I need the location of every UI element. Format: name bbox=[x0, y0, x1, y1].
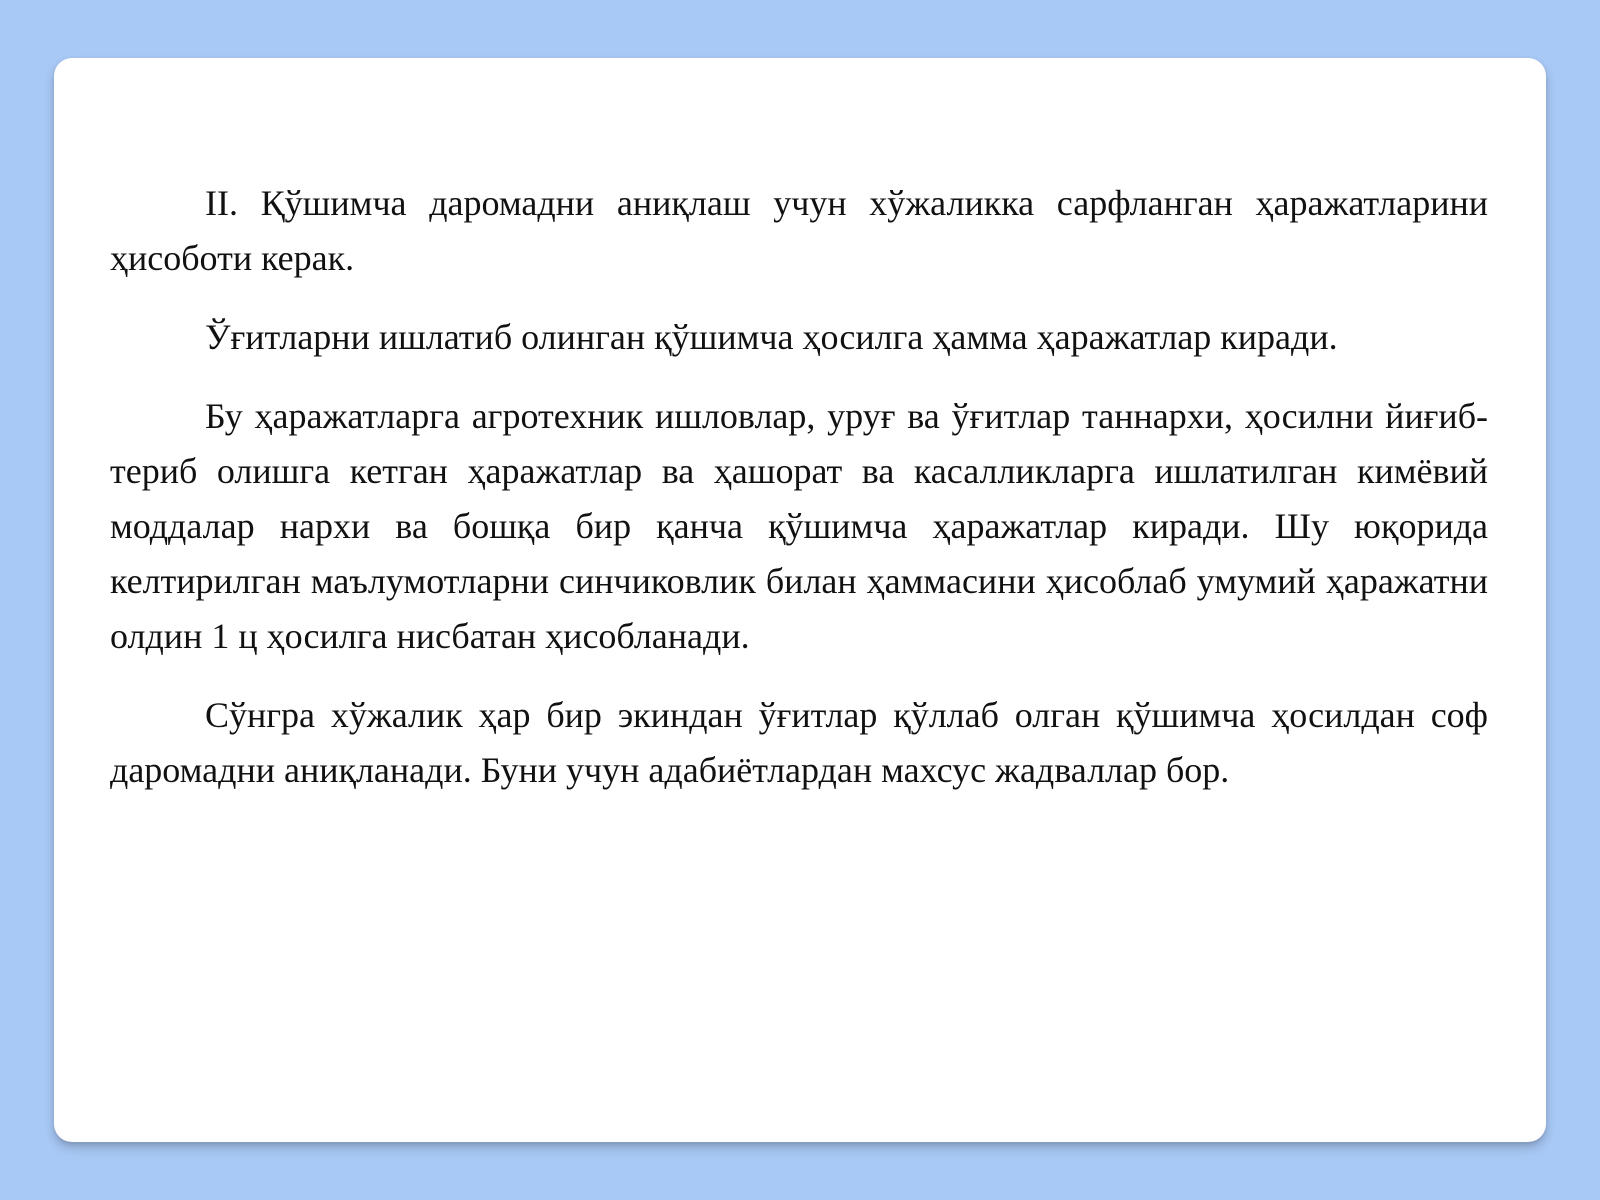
paragraph-4: Сўнгра хўжалик ҳар бир экиндан ўғитлар қўллаб олган қўшимча ҳосилдан соф даромадни аниқланади. Буни учун адабиётлардан махсус жадваллар бор. bbox=[110, 695, 1488, 790]
text-content bbox=[110, 176, 1488, 798]
slide-card bbox=[54, 58, 1546, 1142]
paragraph-1: II. Қўшимча даромадни аниқлаш учун хўжаликка сарфланган ҳаражатларини ҳисоботи керак. bbox=[110, 183, 1488, 278]
paragraph-3: Бу ҳаражатларга агротехник ишловлар, уруғ ва ўғитлар таннархи, ҳосилни йиғиб-териб олишга кетган ҳаражатлар ва ҳашорат ва касалликларга ишлатилган кимёвий моддалар нархи ва бошқа бир қанча қўшимча ҳаражатлар киради. Шу юқорида келтирилган маълумотларни синчиковлик билан ҳаммасини ҳисоблаб умумий ҳаражатни олдин 1 ц ҳосилга нисбатан ҳисобланади. bbox=[110, 396, 1488, 656]
paragraph-2: Ўғитларни ишлатиб олинган қўшимча ҳосилга ҳамма ҳаражатлар киради. bbox=[205, 317, 1338, 357]
